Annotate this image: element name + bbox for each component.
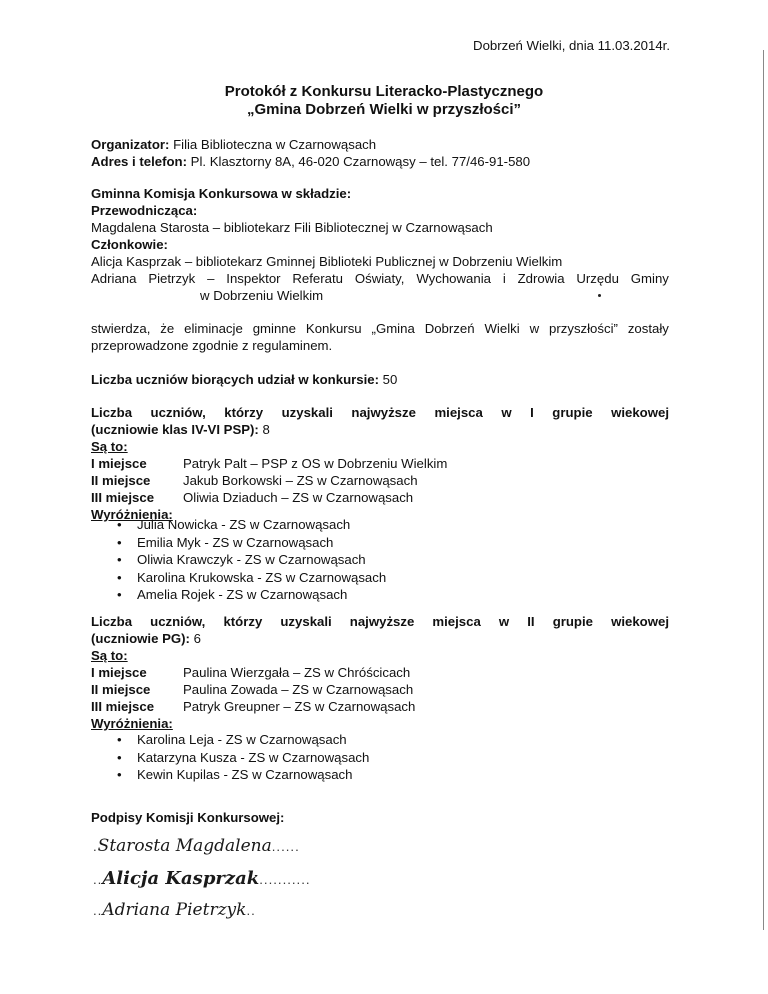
group1-place-1-label: I miejsce [91,456,147,471]
document-title-line2: „Gmina Dobrzeń Wielki w przyszłości” [246,101,522,118]
word: najwyższe [351,405,416,420]
group1-distinctions-list [117,516,386,604]
word: Liczba [91,614,133,629]
word: wiekowej [611,405,669,420]
commission-heading: Gminna Komisja Konkursowa w składzie: [91,186,352,201]
word: I [530,405,534,420]
address-value: Pl. Klasztorny 8A, 46-020 Czarnowąsy – tel. 77/46-91-580 [190,154,531,169]
word: Adriana [91,271,137,286]
word: najwyższe [349,614,415,629]
group1-class-label: (uczniowie klas IV-VI PSP): [91,422,259,437]
document-title-line1: Protokół z Konkursu Literacko-Plastycznego [224,83,544,100]
word: uczniów, [150,405,206,420]
word: uzyskali [281,405,333,420]
list-item: • Kewin Kupilas - ZS w Czarnowąsach [117,766,369,784]
word: Liczba [91,405,133,420]
organizer-label: Organizator: [91,137,170,152]
signature-3-text: Adriana Pietrzyk [102,900,247,920]
group1-count: 8 [262,422,270,437]
word: grupie [552,614,593,629]
word: gminne [252,321,296,336]
word: II [527,614,535,629]
group1-subheading [91,422,270,437]
signature-3: ..Adriana Pietrzyk.. [93,900,256,920]
group1-heading [91,405,669,420]
group2-sa-to: Są to: [91,648,128,663]
signature-1-text: Starosta Magdalena [97,836,272,856]
group1-sa-to: Są to: [91,439,128,454]
group1-place-2-name: Jakub Borkowski – ZS w Czarnowąsach [183,473,418,488]
list-item: • Karolina Leja - ZS w Czarnowąsach [117,731,369,749]
group1-place-1-name: Patryk Palt – PSP z OS w Dobrzeniu Wielkim [183,456,448,471]
group1-place-2-label: II miejsce [91,473,151,488]
member-2 [91,271,669,286]
group2-count: 6 [193,631,201,646]
scan-speck [598,294,601,297]
address-line [91,154,530,169]
word: Referatu [292,271,343,286]
word: którzy [223,614,263,629]
list-item: • Amelia Rojek - ZS w Czarnowąsach [117,586,386,604]
group2-place-3-label: III miejsce [91,699,155,714]
participants-line [91,372,397,387]
organizer-line [91,137,376,152]
word: Gminy [630,271,669,286]
group2-class-label: (uczniowie PG): [91,631,190,646]
list-item: • Katarzyna Kusza - ZS w Czarnowąsach [117,749,369,767]
word: grupie [552,405,593,420]
group2-heading [91,614,669,629]
group1-distinctions-label: Wyróżnienia: [91,507,173,522]
group2-place-2-name: Paulina Zowada – ZS w Czarnowąsach [183,682,414,697]
group1-place-3-name: Oliwia Dziaduch – ZS w Czarnowąsach [183,490,414,505]
word: Wychowania [416,271,491,286]
word: wiekowej [611,614,669,629]
word: i [502,271,506,286]
word: uzyskali [280,614,332,629]
word: że [160,321,175,336]
word: stwierdza, [91,321,151,336]
list-item: • Karolina Krukowska - ZS w Czarnowąsach [117,569,386,587]
word: Inspektor [226,271,281,286]
signature-2-text: Alicja Kasprzak [102,868,260,889]
address-label: Adres i telefon: [91,154,187,169]
statement-line2: przeprowadzone zgodnie z regulaminem. [91,338,333,353]
list-item: • Oliwia Krawczyk - ZS w Czarnowąsach [117,551,386,569]
signature-2: ..Alicja Kasprzak........... [93,868,311,889]
group2-place-2-label: II miejsce [91,682,151,697]
participants-label: Liczba uczniów biorących udział w konkursie: [91,372,379,387]
chair-name: Magdalena Starosta – bibliotekarz Fili Bibliotecznej w Czarnowąsach [91,220,493,235]
word: przyszłości” [549,321,618,336]
word: miejsca [432,614,481,629]
group1-place-3-label: III miejsce [91,490,155,505]
word: – [207,271,215,286]
word: zostały [627,321,669,336]
word: „Gmina [371,321,415,336]
word: którzy [224,405,264,420]
place-date: Dobrzeń Wielki, dnia 11.03.2014r. [473,38,670,53]
member-1: Alicja Kasprzak – bibliotekarz Gminnej Biblioteki Publicznej w Dobrzeniu Wielkim [91,254,563,269]
word: w [498,614,510,629]
statement-line1 [91,321,669,336]
group2-place-1-label: I miejsce [91,665,147,680]
organizer-value: Filia Biblioteczna w Czarnowąsach [173,137,377,152]
word: Pietrzyk [148,271,196,286]
word: Oświaty, [354,271,405,286]
word: uczniów, [150,614,206,629]
list-item: • Emilia Myk - ZS w Czarnowąsach [117,534,386,552]
word: Wielki [484,321,520,336]
members-label: Członkowie: [91,237,168,252]
list-item: • Julia Nowicka - ZS w Czarnowąsach [117,516,386,534]
group2-distinctions-list [117,731,369,784]
group2-subheading [91,631,201,646]
scan-edge [763,50,764,930]
signature-1: .Starosta Magdalena...... [93,836,300,856]
member-2-continuation: w Dobrzeniu Wielkim [200,288,324,303]
word: Zdrowia [517,271,565,286]
word: w [529,321,540,336]
word: Konkursu [305,321,362,336]
participants-value: 50 [382,372,398,387]
word: miejsca [434,405,483,420]
word: Dobrzeń [424,321,475,336]
signatures-label: Podpisy Komisji Konkursowej: [91,810,285,825]
word: Urzędu [576,271,619,286]
group2-place-3-name: Patryk Greupner – ZS w Czarnowąsach [183,699,416,714]
group2-place-1-name: Paulina Wierzgała – ZS w Chróścicach [183,665,411,680]
word: w [501,405,512,420]
word: eliminacje [184,321,243,336]
group2-distinctions-label: Wyróżnienia: [91,716,173,731]
chair-label: Przewodnicząca: [91,203,198,218]
